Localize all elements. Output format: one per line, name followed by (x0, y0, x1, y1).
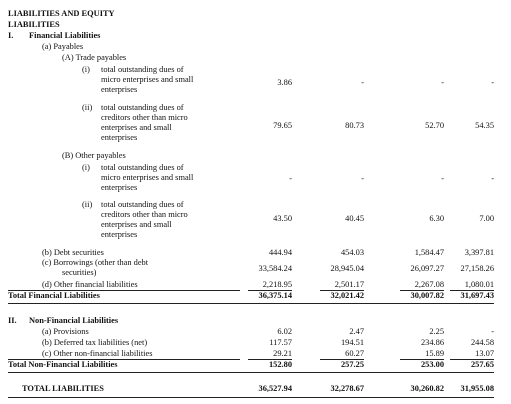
other-msme-line-3: enterprises (101, 183, 138, 192)
other-msme-value-2: - (361, 174, 364, 183)
total-non-financial-label: Total Non-Financial Liabilities (8, 360, 118, 369)
deferred-tax-value-1: 117.57 (269, 338, 292, 347)
non-financial-marker: II. (8, 316, 17, 325)
borrowings-value-1: 33,584.24 (258, 264, 292, 273)
borrowings-value-3: 26,097.27 (410, 264, 444, 273)
trade-msme-marker: (i) (82, 65, 90, 74)
provisions-value-2: 2.47 (349, 327, 364, 336)
trade-other-value-2: 80.73 (345, 121, 364, 130)
borrowings-value-2: 28,945.04 (330, 264, 364, 273)
total-financial-value-2: 32,021.42 (330, 291, 364, 300)
other-msme-line-2: micro enterprises and small (101, 173, 194, 182)
other-other-line-2: creditors other than micro (101, 210, 188, 219)
total-non-financial-value-1: 152.80 (268, 360, 292, 369)
trade-other-value-3: 52.70 (425, 121, 444, 130)
other-other-line-4: enterprises (101, 230, 138, 239)
other-financial-value-4: 1,080.01 (464, 280, 494, 289)
borrowings-value-4: 27,158.26 (460, 264, 494, 273)
other-msme-marker: (i) (82, 163, 90, 172)
trade-msme-value-2: - (361, 78, 364, 87)
debt-securities-value-1: 444.94 (268, 248, 292, 257)
deferred-tax-value-4: 244.58 (470, 338, 494, 347)
borrowings-label-2: securities) (62, 268, 97, 277)
debt-securities-value-3: 1,584.47 (414, 248, 444, 257)
trade-msme-value-4: - (491, 78, 494, 87)
grand-total-value-4: 31,955.08 (460, 384, 494, 393)
other-msme-line-1: total outstanding dues of (101, 163, 184, 172)
page-title: LIABILITIES AND EQUITY (8, 9, 115, 18)
debt-securities-value-2: 454.03 (340, 248, 364, 257)
total-non-financial-value-3: 253.00 (420, 360, 444, 369)
other-other-value-1: 43.50 (273, 214, 292, 223)
trade-other-line-2: creditors other than micro (101, 113, 188, 122)
total-non-financial-value-4: 257.65 (470, 360, 494, 369)
section-title-liabilities: LIABILITIES (8, 20, 60, 29)
non-financial-heading-text: Non-Financial Liabilities (29, 316, 119, 325)
other-other-value-2: 40.45 (345, 214, 364, 223)
other-other-line-1: total outstanding dues of (101, 200, 184, 209)
trade-payables-label: (A) Trade payables (62, 53, 127, 62)
other-other-line-3: enterprises and small (101, 220, 172, 229)
trade-msme-line-1: total outstanding dues of (101, 65, 184, 74)
total-non-financial-value-2: 257.25 (340, 360, 364, 369)
trade-other-value-4: 54.35 (475, 121, 494, 130)
provisions-value-4: - (491, 327, 494, 336)
grand-total-label: TOTAL LIABILITIES (22, 384, 104, 393)
non-financial-heading (8, 316, 118, 326)
deferred-tax-value-3: 234.86 (420, 338, 444, 347)
other-payables-label: (B) Other payables (62, 151, 126, 160)
borrowings-label-1: (c) Borrowings (other than debt (42, 258, 149, 267)
payables-label: (a) Payables (42, 42, 84, 51)
total-financial-value-4: 31,697.43 (460, 291, 494, 300)
financial-marker: I. (8, 31, 14, 40)
trade-other-marker: (ii) (82, 103, 93, 112)
other-non-financial-value-1: 29.21 (273, 349, 292, 358)
other-financial-value-1: 2,218.95 (262, 280, 292, 289)
total-financial-value-3: 30,007.82 (410, 291, 444, 300)
other-non-financial-value-3: 15.89 (425, 349, 444, 358)
grand-total-value-1: 36,527.94 (258, 384, 292, 393)
other-other-marker: (ii) (82, 200, 93, 209)
debt-securities-label: (b) Debt securities (42, 248, 104, 257)
other-financial-value-3: 2,267.08 (414, 280, 444, 289)
rule-bottom (8, 397, 494, 398)
trade-other-line-4: enterprises (101, 133, 138, 142)
trade-msme-value-3: - (441, 78, 444, 87)
other-msme-value-1: - (289, 174, 292, 183)
provisions-value-3: 2.25 (429, 327, 444, 336)
other-msme-value-4: - (491, 174, 494, 183)
trade-other-line-3: enterprises and small (101, 123, 172, 132)
financial-heading-text: Financial Liabilities (29, 31, 101, 40)
other-non-financial-value-4: 13.07 (475, 349, 494, 358)
grand-total-value-2: 32,278.67 (330, 384, 364, 393)
grand-total-value-3: 30,260.82 (410, 384, 444, 393)
other-non-financial-value-2: 60.27 (345, 349, 364, 358)
other-other-value-3: 6.30 (429, 214, 444, 223)
other-msme-value-3: - (441, 174, 444, 183)
trade-other-line-1: total outstanding dues of (101, 103, 184, 112)
trade-msme-line-3: enterprises (101, 85, 138, 94)
debt-securities-value-4: 3,397.81 (464, 248, 494, 257)
rule-section-separator (8, 303, 494, 304)
other-financial-label: (d) Other financial liabilities (42, 280, 138, 289)
trade-msme-value-1: 3.86 (277, 78, 292, 87)
rule-before-grand-total (8, 372, 494, 373)
deferred-tax-label: (b) Deferred tax liabilities (net) (42, 338, 148, 347)
other-financial-value-2: 2,501.17 (334, 280, 364, 289)
other-non-financial-label: (c) Other non-financial liabilities (42, 349, 153, 358)
provisions-label: (a) Provisions (42, 327, 89, 336)
total-financial-label: Total Financial Liabilities (8, 291, 100, 300)
other-other-value-4: 7.00 (479, 214, 494, 223)
total-financial-value-1: 36,375.14 (258, 291, 292, 300)
trade-msme-line-2: micro enterprises and small (101, 75, 194, 84)
financial-heading (8, 31, 100, 41)
deferred-tax-value-2: 194.51 (340, 338, 364, 347)
provisions-value-1: 6.02 (277, 327, 292, 336)
trade-other-value-1: 79.65 (273, 121, 292, 130)
